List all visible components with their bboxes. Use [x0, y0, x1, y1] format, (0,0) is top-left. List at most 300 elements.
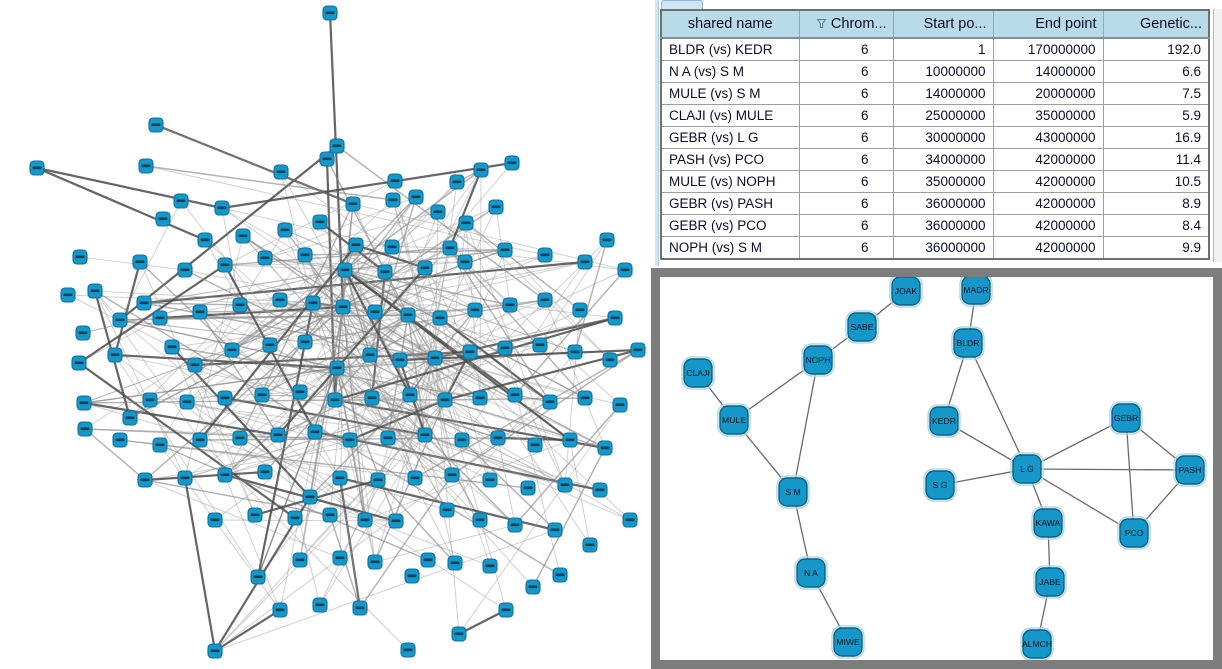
- graph-node[interactable]: [538, 248, 552, 262]
- graph-node[interactable]: [631, 343, 645, 357]
- graph-node[interactable]: [343, 433, 357, 447]
- graph-node[interactable]: [233, 298, 247, 312]
- node-label: [384, 437, 393, 440]
- graph-node[interactable]: [603, 353, 617, 367]
- table-row[interactable]: [661, 127, 1209, 149]
- node-label: [529, 586, 538, 589]
- table-cell[interactable]: 5.9: [1103, 105, 1209, 127]
- graph-node[interactable]: [405, 569, 419, 583]
- node-label: [177, 200, 186, 203]
- graph-node[interactable]: [418, 261, 432, 275]
- node-label: [546, 401, 555, 404]
- graph-node[interactable]: [421, 553, 435, 567]
- graph-node[interactable]: [431, 205, 445, 219]
- graph-node[interactable]: [77, 396, 91, 410]
- column-header-label: Genetic...: [1139, 16, 1202, 32]
- table-cell[interactable]: 36000000: [893, 215, 993, 237]
- table-cell[interactable]: 42000000: [993, 193, 1103, 215]
- graph-node[interactable]: [178, 263, 192, 277]
- graph-node[interactable]: [459, 216, 473, 230]
- graph-node[interactable]: [218, 258, 232, 272]
- node-label: [221, 474, 230, 477]
- graph-node[interactable]: [526, 580, 540, 594]
- graph-node[interactable]: [483, 559, 497, 573]
- graph-node[interactable]: [215, 201, 229, 215]
- graph-node[interactable]: [578, 255, 592, 269]
- graph-node[interactable]: [313, 598, 327, 612]
- table-cell[interactable]: 42000000: [993, 149, 1103, 171]
- graph-node[interactable]: [143, 393, 157, 407]
- graph-node[interactable]: [188, 358, 202, 372]
- graph-node[interactable]: [30, 161, 44, 175]
- graph-node-pash[interactable]: [1174, 454, 1206, 486]
- table-cell[interactable]: 14000000: [993, 61, 1103, 83]
- graph-node-miwe[interactable]: [832, 626, 864, 658]
- table-cell[interactable]: 42000000: [993, 237, 1103, 260]
- graph-node[interactable]: [368, 305, 382, 319]
- graph-node[interactable]: [618, 263, 632, 277]
- table-cell[interactable]: 6.6: [1103, 61, 1209, 83]
- table-cell[interactable]: 30000000: [893, 127, 993, 149]
- graph-node[interactable]: [349, 238, 363, 252]
- table-cell[interactable]: 6: [799, 237, 893, 260]
- graph-node[interactable]: [623, 513, 637, 527]
- node-label: [146, 399, 155, 402]
- table-cell[interactable]: 42000000: [993, 215, 1103, 237]
- graph-node[interactable]: [123, 411, 137, 425]
- graph-node[interactable]: [389, 514, 403, 528]
- graph-node[interactable]: [543, 395, 557, 409]
- table-cell[interactable]: 1: [893, 38, 993, 61]
- graph-node[interactable]: [401, 643, 415, 657]
- graph-node[interactable]: [308, 425, 322, 439]
- graph-node[interactable]: [193, 433, 207, 447]
- graph-node[interactable]: [293, 385, 307, 399]
- column-header-sharedname[interactable]: [661, 10, 799, 38]
- table-cell[interactable]: 6: [799, 171, 893, 193]
- table-cell[interactable]: 20000000: [993, 83, 1103, 105]
- table-cell[interactable]: 11.4: [1103, 149, 1209, 171]
- graph-node[interactable]: [489, 200, 503, 214]
- graph-node[interactable]: [508, 388, 522, 402]
- graph-node[interactable]: [483, 473, 497, 487]
- graph-node[interactable]: [583, 538, 597, 552]
- node-label: [371, 311, 380, 314]
- node-label: [349, 203, 358, 206]
- graph-node[interactable]: [278, 223, 292, 237]
- graph-node[interactable]: [306, 296, 320, 310]
- graph-node[interactable]: [333, 551, 347, 565]
- node-label: MIWE: [836, 637, 860, 647]
- node-label: [33, 167, 42, 170]
- graph-node[interactable]: [323, 6, 337, 20]
- graph-node[interactable]: [274, 165, 288, 179]
- node-label: [371, 561, 380, 564]
- graph-node[interactable]: [320, 152, 334, 166]
- graph-node[interactable]: [263, 338, 277, 352]
- graph-node[interactable]: [353, 601, 367, 615]
- table-cell[interactable]: 170000000: [993, 38, 1103, 61]
- graph-node[interactable]: [218, 391, 232, 405]
- graph-node[interactable]: [273, 603, 287, 617]
- graph-node[interactable]: [113, 433, 127, 447]
- table-cell[interactable]: 192.0: [1103, 38, 1209, 61]
- graph-node[interactable]: [193, 305, 207, 319]
- graph-node[interactable]: [358, 513, 372, 527]
- node-label: [211, 519, 220, 522]
- table-cell[interactable]: MULE (vs) NOPH: [661, 171, 799, 193]
- graph-node[interactable]: [333, 471, 347, 485]
- graph-node[interactable]: [248, 508, 262, 522]
- filtered-network-view[interactable]: [660, 277, 1213, 660]
- graph-node[interactable]: [368, 555, 382, 569]
- graph-node[interactable]: [88, 284, 102, 298]
- graph-node[interactable]: [613, 398, 627, 412]
- graph-node[interactable]: [76, 326, 90, 340]
- node-label: [476, 519, 485, 522]
- node-label: GEBR: [1113, 413, 1139, 423]
- graph-node-mule[interactable]: [718, 404, 750, 436]
- graph-edge[interactable]: [145, 472, 265, 480]
- graph-node[interactable]: [271, 428, 285, 442]
- node-label: [196, 311, 205, 314]
- graph-node[interactable]: [165, 340, 179, 354]
- graph-node[interactable]: [72, 356, 86, 370]
- graph-node[interactable]: [153, 438, 167, 452]
- graph-node[interactable]: [608, 311, 622, 325]
- graph-node[interactable]: [499, 603, 513, 617]
- node-label: [326, 514, 335, 517]
- graph-edge[interactable]: [480, 170, 481, 398]
- graph-node[interactable]: [330, 361, 344, 375]
- graph-node[interactable]: [558, 478, 572, 492]
- graph-node[interactable]: [363, 348, 377, 362]
- node-label: [391, 180, 400, 183]
- graph-node[interactable]: [528, 438, 542, 452]
- graph-node[interactable]: [61, 288, 75, 302]
- graph-node[interactable]: [381, 431, 395, 445]
- graph-node[interactable]: [338, 263, 352, 277]
- graph-node[interactable]: [330, 139, 344, 153]
- table-row[interactable]: [661, 215, 1209, 237]
- graph-node[interactable]: [473, 391, 487, 405]
- graph-node[interactable]: [108, 348, 122, 362]
- graph-node[interactable]: [139, 159, 153, 173]
- node-label: SABE: [850, 322, 874, 332]
- node-label: [366, 354, 375, 357]
- graph-node[interactable]: [388, 174, 402, 188]
- graph-node[interactable]: [452, 627, 466, 641]
- graph-node[interactable]: [593, 483, 607, 497]
- graph-node[interactable]: [573, 303, 587, 317]
- column-header-startpo[interactable]: [893, 10, 993, 38]
- graph-node[interactable]: [288, 511, 302, 525]
- graph-node[interactable]: [563, 433, 577, 447]
- graph-node[interactable]: [445, 468, 459, 482]
- graph-edge[interactable]: [1126, 418, 1134, 533]
- graph-node[interactable]: [450, 175, 464, 189]
- table-cell[interactable]: GEBR (vs) L G: [661, 127, 799, 149]
- graph-node[interactable]: [156, 212, 170, 226]
- table-cell[interactable]: 6: [799, 215, 893, 237]
- node-label: [116, 439, 125, 442]
- table-cell[interactable]: BLDR (vs) KEDR: [661, 38, 799, 61]
- graph-edge[interactable]: [533, 448, 605, 587]
- table-cell[interactable]: 6: [799, 149, 893, 171]
- graph-node[interactable]: [455, 433, 469, 447]
- graph-node[interactable]: [255, 388, 269, 402]
- node-label: [476, 397, 485, 400]
- node-label: [508, 162, 517, 165]
- graph-node-kedr[interactable]: [928, 405, 960, 437]
- table-cell[interactable]: GEBR (vs) PASH: [661, 193, 799, 215]
- table-row[interactable]: [661, 149, 1209, 171]
- table-cell[interactable]: 42000000: [993, 171, 1103, 193]
- graph-node[interactable]: [313, 215, 327, 229]
- graph-node[interactable]: [443, 241, 457, 255]
- table-cell[interactable]: 10000000: [893, 61, 993, 83]
- table-cell[interactable]: 6: [799, 105, 893, 127]
- node-label: [266, 344, 275, 347]
- table-cell[interactable]: 6: [799, 127, 893, 149]
- graph-edge[interactable]: [37, 168, 222, 208]
- graph-edge[interactable]: [1027, 418, 1126, 469]
- graph-node[interactable]: [600, 233, 614, 247]
- table-cell[interactable]: 6: [799, 61, 893, 83]
- graph-node[interactable]: [323, 508, 337, 522]
- graph-node[interactable]: [473, 513, 487, 527]
- graph-edge[interactable]: [793, 360, 818, 492]
- graph-node[interactable]: [385, 240, 399, 254]
- graph-node[interactable]: [498, 243, 512, 257]
- column-header-label: Chrom...: [830, 16, 887, 32]
- graph-node[interactable]: [137, 296, 151, 310]
- node-label: [64, 294, 73, 297]
- table-cell[interactable]: 6: [799, 38, 893, 61]
- graph-node-madr[interactable]: [960, 277, 992, 306]
- graph-node[interactable]: [138, 473, 152, 487]
- graph-node[interactable]: [474, 163, 488, 177]
- column-header-chrom[interactable]: [799, 10, 893, 38]
- graph-node[interactable]: [448, 556, 462, 570]
- table-row[interactable]: [661, 38, 1209, 61]
- graph-node[interactable]: [438, 393, 452, 407]
- column-header-genetic[interactable]: [1103, 10, 1209, 38]
- graph-node[interactable]: [403, 388, 417, 402]
- edge-attribute-table: [660, 9, 1210, 260]
- graph-node-sm[interactable]: [777, 476, 809, 508]
- graph-node[interactable]: [386, 193, 400, 207]
- graph-node[interactable]: [408, 471, 422, 485]
- graph-node[interactable]: [336, 300, 350, 314]
- graph-node[interactable]: [401, 308, 415, 322]
- node-label: [159, 218, 168, 221]
- graph-node[interactable]: [598, 441, 612, 455]
- node-label: [331, 399, 340, 402]
- graph-node[interactable]: [371, 473, 385, 487]
- table-cell[interactable]: 36000000: [893, 193, 993, 215]
- graph-node[interactable]: [428, 351, 442, 365]
- table-cell[interactable]: GEBR (vs) PCO: [661, 215, 799, 237]
- table-row[interactable]: [661, 237, 1209, 260]
- graph-node[interactable]: [468, 303, 482, 317]
- graph-node[interactable]: [78, 422, 92, 436]
- graph-node[interactable]: [258, 251, 272, 265]
- graph-node[interactable]: [568, 345, 582, 359]
- table-row[interactable]: [661, 105, 1209, 127]
- graph-node[interactable]: [538, 293, 552, 307]
- node-label: S M: [785, 487, 801, 497]
- table-row[interactable]: [661, 193, 1209, 215]
- table-cell[interactable]: 6: [799, 83, 893, 105]
- graph-node[interactable]: [293, 553, 307, 567]
- column-header-label: End point: [1035, 16, 1097, 32]
- graph-node-bldr[interactable]: [952, 327, 984, 359]
- graph-node[interactable]: [433, 311, 447, 325]
- graph-node[interactable]: [236, 229, 250, 243]
- graph-node[interactable]: [298, 248, 312, 262]
- node-label: [142, 165, 151, 168]
- filter-funnel-icon[interactable]: [816, 18, 827, 29]
- column-header-endpoint[interactable]: [993, 10, 1103, 38]
- node-label: [306, 496, 315, 499]
- table-cell[interactable]: 36000000: [893, 237, 993, 260]
- graph-node[interactable]: [505, 156, 519, 170]
- graph-node[interactable]: [180, 395, 194, 409]
- graph-node[interactable]: [251, 570, 265, 584]
- graph-node[interactable]: [346, 197, 360, 211]
- graph-node-jabe[interactable]: [1034, 566, 1066, 598]
- graph-node[interactable]: [409, 190, 423, 204]
- graph-node[interactable]: [458, 255, 472, 269]
- table-cell[interactable]: 25000000: [893, 105, 993, 127]
- node-label: [346, 439, 355, 442]
- node-label: [621, 269, 630, 272]
- graph-node[interactable]: [208, 644, 222, 658]
- table-cell[interactable]: MULE (vs) S M: [661, 83, 799, 105]
- table-cell[interactable]: 43000000: [993, 127, 1103, 149]
- graph-node-kawa[interactable]: [1032, 507, 1064, 539]
- node-label: [471, 309, 480, 312]
- node-label: [458, 439, 467, 442]
- table-cell[interactable]: PASH (vs) PCO: [661, 149, 799, 171]
- graph-node[interactable]: [578, 391, 592, 405]
- graph-node-gebr[interactable]: [1110, 402, 1142, 434]
- graph-node[interactable]: [208, 513, 222, 527]
- table-scrollbar[interactable]: [1213, 9, 1222, 262]
- table-cell[interactable]: 6: [799, 193, 893, 215]
- graph-node-na[interactable]: [795, 557, 827, 589]
- graph-node[interactable]: [503, 298, 517, 312]
- graph-edge[interactable]: [968, 343, 1027, 469]
- graph-node[interactable]: [533, 338, 547, 352]
- graph-node[interactable]: [498, 341, 512, 355]
- graph-node[interactable]: [418, 428, 432, 442]
- graph-node[interactable]: [178, 471, 192, 485]
- node-label: [502, 609, 511, 612]
- graph-node[interactable]: [174, 194, 188, 208]
- node-label: [352, 244, 361, 247]
- graph-node[interactable]: [491, 431, 505, 445]
- graph-node[interactable]: [298, 335, 312, 349]
- graph-edge[interactable]: [505, 348, 560, 575]
- graph-node[interactable]: [440, 503, 454, 517]
- graph-node-joak[interactable]: [890, 277, 922, 307]
- graph-node[interactable]: [273, 293, 287, 307]
- node-label: [541, 299, 550, 302]
- table-cell[interactable]: 16.9: [1103, 127, 1209, 149]
- graph-node[interactable]: [328, 393, 342, 407]
- graph-node[interactable]: [149, 118, 163, 132]
- graph-node[interactable]: [133, 255, 147, 269]
- graph-node[interactable]: [521, 481, 535, 495]
- node-label: [196, 439, 205, 442]
- graph-node-pco[interactable]: [1118, 517, 1150, 549]
- table-cell[interactable]: 7.5: [1103, 83, 1209, 105]
- graph-edge[interactable]: [515, 405, 620, 525]
- node-label: [316, 221, 325, 224]
- node-label: [424, 559, 433, 562]
- node-label: [261, 471, 270, 474]
- graph-edge[interactable]: [515, 270, 625, 395]
- graph-node[interactable]: [548, 523, 562, 537]
- table-cell[interactable]: NOPH (vs) S M: [661, 237, 799, 260]
- node-label: [451, 562, 460, 565]
- node-label: MULE: [722, 415, 746, 425]
- table-cell[interactable]: 10.5: [1103, 171, 1209, 193]
- graph-node[interactable]: [365, 391, 379, 405]
- graph-node-claji[interactable]: [682, 357, 714, 389]
- table-cell[interactable]: 34000000: [893, 149, 993, 171]
- graph-node[interactable]: [198, 233, 212, 247]
- table-cell[interactable]: 35000000: [993, 105, 1103, 127]
- graph-node[interactable]: [153, 311, 167, 325]
- graph-node[interactable]: [303, 490, 317, 504]
- graph-node[interactable]: [378, 265, 392, 279]
- graph-node-sabe[interactable]: [846, 311, 878, 343]
- table-row[interactable]: [661, 171, 1209, 193]
- table-cell[interactable]: 14000000: [893, 83, 993, 105]
- graph-node[interactable]: [73, 250, 87, 264]
- graph-node[interactable]: [508, 518, 522, 532]
- graph-node-noph[interactable]: [802, 344, 834, 376]
- node-label: [126, 417, 135, 420]
- node-label: [603, 239, 612, 242]
- graph-node[interactable]: [113, 313, 127, 327]
- graph-node[interactable]: [218, 468, 232, 482]
- table-cell[interactable]: 8.9: [1103, 193, 1209, 215]
- table-row[interactable]: [661, 61, 1209, 83]
- table-cell[interactable]: 9.9: [1103, 237, 1209, 260]
- graph-node[interactable]: [233, 431, 247, 445]
- table-row[interactable]: [661, 83, 1209, 105]
- table-cell[interactable]: 35000000: [893, 171, 993, 193]
- graph-node[interactable]: [258, 465, 272, 479]
- node-label: [494, 437, 503, 440]
- graph-node[interactable]: [463, 345, 477, 359]
- node-label: KEDR: [932, 416, 956, 426]
- table-cell[interactable]: CLAJI (vs) MULE: [661, 105, 799, 127]
- graph-node-lg[interactable]: [1011, 453, 1043, 485]
- graph-node-sg[interactable]: [924, 469, 956, 501]
- graph-node[interactable]: [225, 343, 239, 357]
- graph-node[interactable]: [553, 568, 567, 582]
- table-cell[interactable]: N A (vs) S M: [661, 61, 799, 83]
- table-cell[interactable]: 8.4: [1103, 215, 1209, 237]
- graph-node-almch[interactable]: [1021, 628, 1053, 660]
- graph-edge[interactable]: [1027, 469, 1190, 470]
- graph-node[interactable]: [393, 353, 407, 367]
